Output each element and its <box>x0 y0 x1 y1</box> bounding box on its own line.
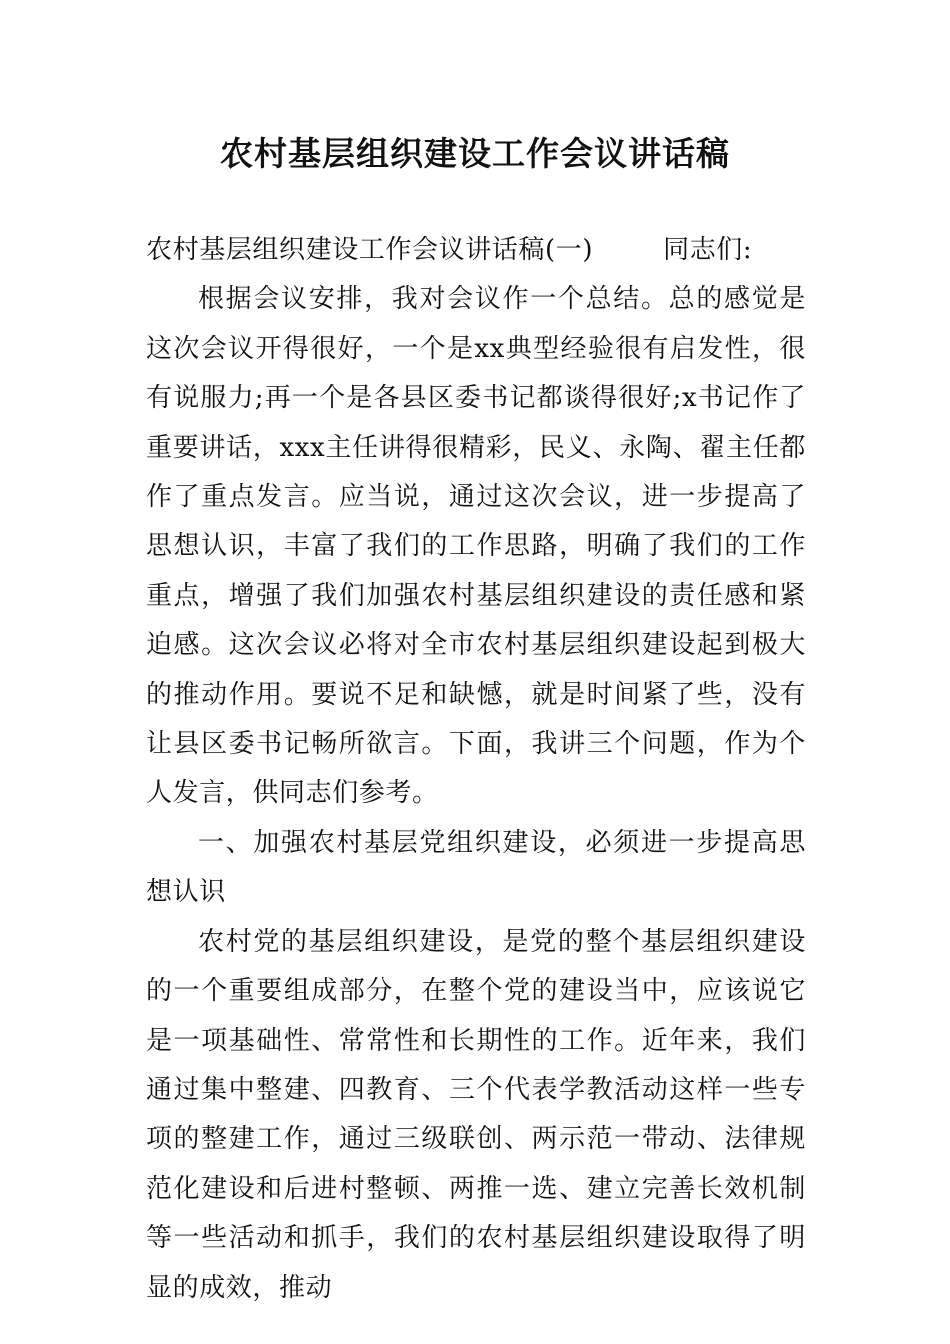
document-body <box>146 226 806 1313</box>
paragraph-2: 农村党的基层组织建设，是党的整个基层组织建设的一个重要组成部分，在整个党的建设当中，应该说它是一项基础性、常常性和长期性的工作。近年来，我们通过集中整建、四教育、三个代表学教活动这样一些专项的整建工作，通过三级联创、两示范一带动、法律规范化建设和后进村整顿、两推一选、建立完善长效机制等一些活动和抓手，我们的农村基层组织建设取得了明显的成效，推动 <box>146 926 806 1303</box>
document-title: 农村基层组织建设工作会议讲话稿 <box>220 134 730 173</box>
document-subtitle: 农村基层组织建设工作会议讲话稿(一) <box>146 235 594 265</box>
subtitle-line <box>146 226 806 275</box>
salutation: 同志们: <box>663 235 753 265</box>
section-heading-1: 一、加强农村基层党组织建设，必须进一步提高思想认识 <box>146 827 806 908</box>
paragraph-1: 根据会议安排，我对会议作一个总结。总的感觉是这次会议开得很好，一个是xx典型经验很有启发性，很有说服力;再一个是各县区委书记都谈得很好;x书记作了重要讲话，xxx主任讲得很精彩，民义、永陶、翟主任都作了重点发言。应当说，通过这次会议，进一步提高了思想认识，丰富了我们的工作思路，明确了我们的工作重点，增强了我们加强农村基层组织建设的责任感和紧迫感。这次会议必将对全市农村基层组织建设起到极大的推动作用。要说不足和缺憾，就是时间紧了些，没有让县区委书记畅所欲言。下面，我讲三个问题，作为个人发言，供同志们参考。 <box>146 284 806 809</box>
